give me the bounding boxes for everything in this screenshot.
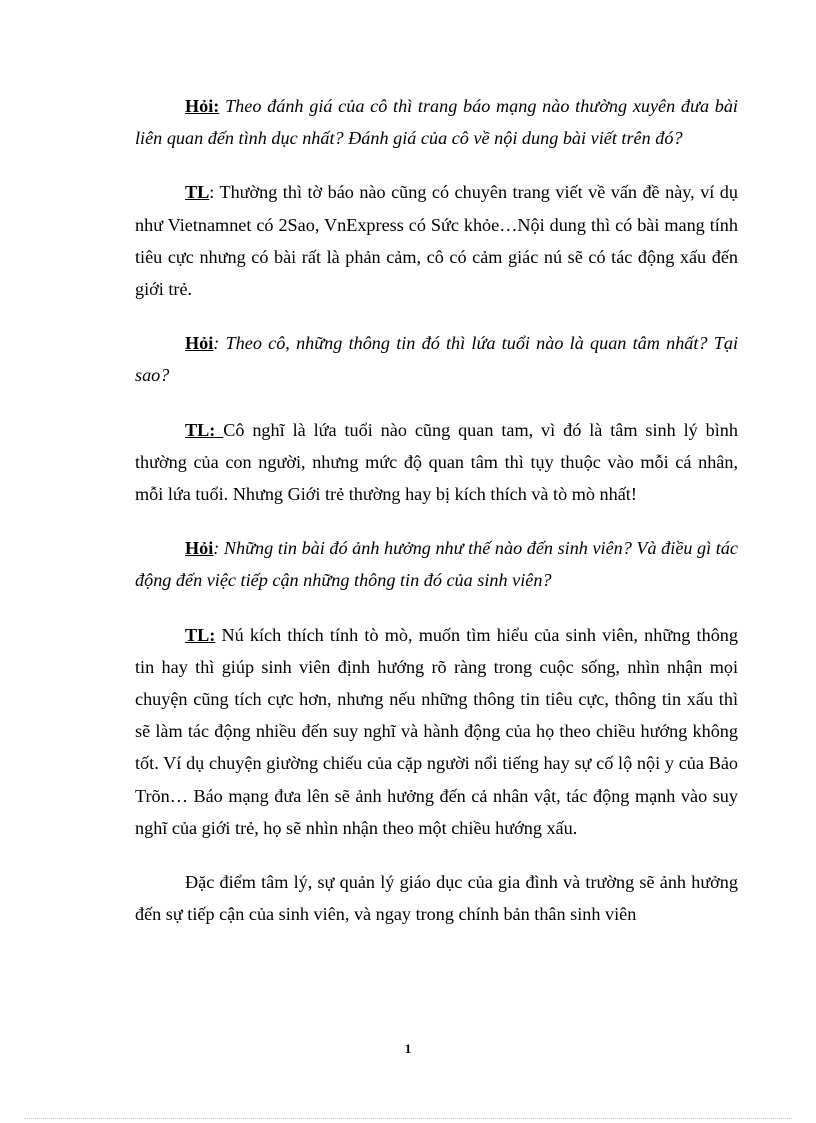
answer-text: Nú kích thích tính tò mò, muốn tìm hiểu của sinh viên, những thông tin hay thì giúp sinh viên định hướng rõ ràng trong cuộc sống, nhìn nhận mọi chuyện cũng tích cực hơn, nhưng nếu những thông tin tiêu cực, thông tin xấu thì sẽ làm tác động nhiều đến suy nghĩ và hành động của họ theo chiều hướng không tốt. Ví dụ chuyện giường chiếu của cặp người nổi tiếng hay sự cố lộ nội y của Bảo Trõn… Báo mạng đưa lên sẽ ảnh hưởng đến cả nhân vật, tác động mạnh vào suy nghĩ của giới trẻ, họ sẽ nhìn nhận theo một chiều hướng xấu. <box>135 624 738 838</box>
question-text: : Theo cô, những thông tin đó thì lứa tuổi nào là quan tâm nhất? Tại sao? <box>135 333 738 386</box>
question-text: : Những tin bài đó ảnh hưởng như thế nào đến sinh viên? Và điều gì tác động đến việc tiếp cận những thông tin đó của sinh viên? <box>135 538 738 591</box>
question-label: Hỏi: <box>185 96 220 116</box>
question-paragraph <box>135 532 738 596</box>
answer-label: TL: <box>185 419 224 440</box>
page-bottom-divider <box>24 1118 792 1119</box>
question-text: Theo đánh giá của cô thì trang báo mạng nào thường xuyên đưa bài liên quan đến tình dục nhất? Đánh giá của cô về nội dung bài viết trên đó? <box>135 96 738 149</box>
answer-paragraph <box>135 619 738 844</box>
body-text: Đặc điểm tâm lý, sự quản lý giáo dục của gia đình và trường sẽ ảnh hưởng đến sự tiếp cận của sinh viên, và ngay trong chính bản thân sinh viên <box>135 872 738 925</box>
answer-label: TL <box>185 182 210 203</box>
document-body <box>135 90 738 952</box>
question-paragraph <box>135 90 738 154</box>
question-paragraph <box>135 327 738 391</box>
page-number: 1 <box>404 1041 412 1056</box>
question-label: Hỏi <box>185 333 214 354</box>
answer-paragraph <box>135 176 738 305</box>
answer-text: Cô nghĩ là lứa tuổi nào cũng quan tam, vì đó là tâm sinh lý bình thường của con người, nhưng mức độ quan tâm thì tụy thuộc vào mỗi cá nhân, mỗi lứa tuổi. Nhưng Giới trẻ thường hay bị kích thích và tò mò nhất! <box>135 419 738 505</box>
question-label: Hỏi <box>185 538 214 559</box>
answer-paragraph <box>135 414 738 511</box>
answer-label: TL: <box>185 624 216 645</box>
body-paragraph <box>135 866 738 930</box>
answer-text: : Thường thì tờ báo nào cũng có chuyên trang viết về vấn đề này, ví dụ như Vietnamnet có 2Sao, VnExpress có Sức khỏe…Nội dung thì có bài mang tính tiêu cực nhưng có bài rất là phản cảm, cô có cảm giác nú sẽ có tác động xấu đến giới trẻ. <box>135 182 738 300</box>
